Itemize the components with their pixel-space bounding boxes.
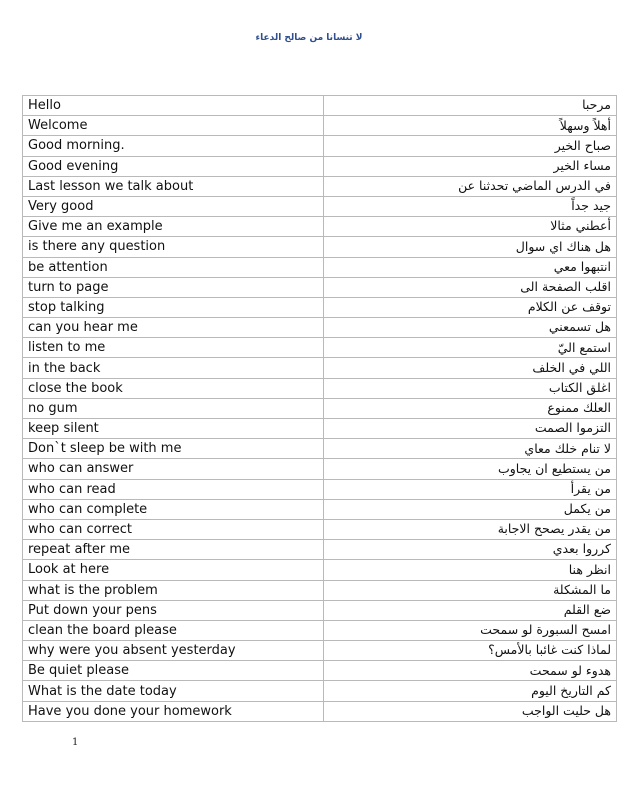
arabic-phrase-cell: هل تسمعني — [324, 318, 617, 338]
english-phrase-cell: Hello — [23, 96, 324, 116]
page-number: 1 — [72, 737, 79, 748]
table-row — [23, 681, 617, 701]
table-row — [23, 620, 617, 640]
arabic-phrase-cell: من يستطيع ان يجاوب — [324, 459, 617, 479]
arabic-phrase-cell: اللي في الخلف — [324, 358, 617, 378]
table-row — [23, 257, 617, 277]
vocabulary-table — [22, 95, 617, 722]
english-phrase-cell: who can read — [23, 479, 324, 499]
english-phrase-cell: Give me an example — [23, 217, 324, 237]
english-phrase-cell: Last lesson we talk about — [23, 176, 324, 196]
english-phrase-cell: clean the board please — [23, 620, 324, 640]
english-phrase-cell: no gum — [23, 398, 324, 418]
arabic-phrase-cell: العلك ممنوع — [324, 398, 617, 418]
english-phrase-cell: Put down your pens — [23, 600, 324, 620]
english-phrase-cell: close the book — [23, 378, 324, 398]
table-row — [23, 479, 617, 499]
table-row — [23, 378, 617, 398]
arabic-phrase-cell: استمع اليّ — [324, 338, 617, 358]
table-row — [23, 540, 617, 560]
table-row — [23, 196, 617, 216]
english-phrase-cell: keep silent — [23, 419, 324, 439]
english-phrase-cell: who can correct — [23, 519, 324, 539]
english-phrase-cell: Don`t sleep be with me — [23, 439, 324, 459]
english-phrase-cell: Good evening — [23, 156, 324, 176]
table-row — [23, 318, 617, 338]
table-row — [23, 398, 617, 418]
english-phrase-cell: Welcome — [23, 116, 324, 136]
arabic-phrase-cell: انظر هنا — [324, 560, 617, 580]
english-phrase-cell: is there any question — [23, 237, 324, 257]
english-phrase-cell: repeat after me — [23, 540, 324, 560]
table-row — [23, 116, 617, 136]
table-row — [23, 641, 617, 661]
arabic-phrase-cell: مساء الخير — [324, 156, 617, 176]
arabic-phrase-cell: انتبهوا معي — [324, 257, 617, 277]
arabic-phrase-cell: أهلاً وسهلاً — [324, 116, 617, 136]
arabic-phrase-cell: من يكمل — [324, 499, 617, 519]
table-row — [23, 459, 617, 479]
english-phrase-cell: who can complete — [23, 499, 324, 519]
arabic-phrase-cell: من يقرأ — [324, 479, 617, 499]
table-row — [23, 661, 617, 681]
table-row — [23, 358, 617, 378]
table-row — [23, 499, 617, 519]
arabic-phrase-cell: جيد جداً — [324, 196, 617, 216]
table-row — [23, 439, 617, 459]
arabic-phrase-cell: كرروا بعدي — [324, 540, 617, 560]
table-row — [23, 217, 617, 237]
english-phrase-cell: Look at here — [23, 560, 324, 580]
table-row — [23, 136, 617, 156]
vocabulary-table-body — [23, 96, 617, 722]
english-phrase-cell: Very good — [23, 196, 324, 216]
english-phrase-cell: turn to page — [23, 277, 324, 297]
table-row — [23, 156, 617, 176]
arabic-phrase-cell: امسح السبورة لو سمحت — [324, 620, 617, 640]
arabic-phrase-cell: التزموا الصمت — [324, 419, 617, 439]
table-row — [23, 338, 617, 358]
arabic-phrase-cell: ما المشكلة — [324, 580, 617, 600]
table-row — [23, 519, 617, 539]
english-phrase-cell: Good morning. — [23, 136, 324, 156]
english-phrase-cell: why were you absent yesterday — [23, 641, 324, 661]
arabic-phrase-cell: من يقدر يصحح الاجابة — [324, 519, 617, 539]
page-header: لا تنسانا من صالح الدعاء — [255, 33, 363, 43]
table-row — [23, 297, 617, 317]
arabic-phrase-cell: توقف عن الكلام — [324, 297, 617, 317]
english-phrase-cell: stop talking — [23, 297, 324, 317]
arabic-phrase-cell: أعطني مثالا — [324, 217, 617, 237]
table-row — [23, 176, 617, 196]
arabic-phrase-cell: في الدرس الماضي تحدثنا عن — [324, 176, 617, 196]
table-row — [23, 96, 617, 116]
arabic-phrase-cell: مرحبا — [324, 96, 617, 116]
arabic-phrase-cell: اغلق الكتاب — [324, 378, 617, 398]
english-phrase-cell: can you hear me — [23, 318, 324, 338]
table-row — [23, 600, 617, 620]
arabic-phrase-cell: اقلب الصفحة الى — [324, 277, 617, 297]
arabic-phrase-cell: كم التاريخ اليوم — [324, 681, 617, 701]
english-phrase-cell: Have you done your homework — [23, 701, 324, 721]
english-phrase-cell: What is the date today — [23, 681, 324, 701]
arabic-phrase-cell: لماذا كنت غائبا بالأمس؟ — [324, 641, 617, 661]
english-phrase-cell: in the back — [23, 358, 324, 378]
arabic-phrase-cell: ضع القلم — [324, 600, 617, 620]
table-row — [23, 701, 617, 721]
english-phrase-cell: listen to me — [23, 338, 324, 358]
english-phrase-cell: who can answer — [23, 459, 324, 479]
table-row — [23, 419, 617, 439]
arabic-phrase-cell: صباح الخير — [324, 136, 617, 156]
arabic-phrase-cell: هدوء لو سمحت — [324, 661, 617, 681]
english-phrase-cell: be attention — [23, 257, 324, 277]
table-row — [23, 560, 617, 580]
arabic-phrase-cell: لا تنام خلك معاي — [324, 439, 617, 459]
english-phrase-cell: Be quiet please — [23, 661, 324, 681]
table-row — [23, 237, 617, 257]
table-row — [23, 277, 617, 297]
english-phrase-cell: what is the problem — [23, 580, 324, 600]
arabic-phrase-cell: هل هناك اي سوال — [324, 237, 617, 257]
table-row — [23, 580, 617, 600]
arabic-phrase-cell: هل حليت الواجب — [324, 701, 617, 721]
